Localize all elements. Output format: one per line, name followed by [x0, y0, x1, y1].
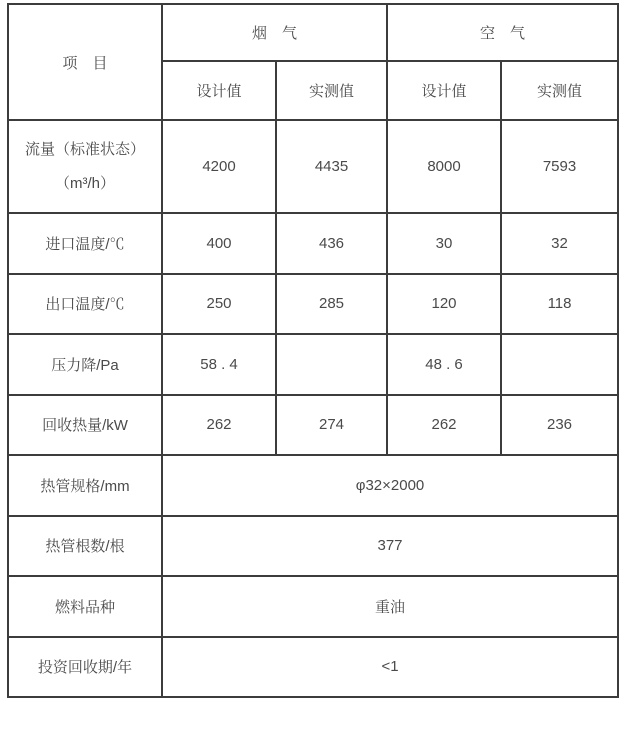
header-row-groups [8, 4, 618, 61]
header-item-cell: 项 目 [8, 4, 162, 120]
cell-value: 4435 [276, 120, 387, 213]
cell-value: 236 [501, 395, 618, 456]
cell-value: 436 [276, 213, 387, 274]
cell-value: 30 [387, 213, 501, 274]
cell-value: 262 [387, 395, 501, 456]
cell-value: 120 [387, 274, 501, 335]
cell-value: 58 . 4 [162, 334, 276, 395]
cell-value: 8000 [387, 120, 501, 213]
table-row-fuel-type [8, 576, 618, 637]
cell-value [276, 334, 387, 395]
cell-value: 285 [276, 274, 387, 335]
cell-value-merged: φ32×2000 [162, 455, 618, 516]
header-group-flue-gas: 烟 气 [162, 4, 387, 61]
cell-value-merged: 377 [162, 516, 618, 577]
table-row-pipe-spec [8, 455, 618, 516]
table-row-payback-period [8, 637, 618, 698]
header-measured-air: 实测值 [501, 61, 618, 120]
table-row-inlet-temp [8, 213, 618, 274]
row-label: 热管规格/mm [8, 455, 162, 516]
cell-value: 118 [501, 274, 618, 335]
table-row-pipe-count [8, 516, 618, 577]
cell-value [501, 334, 618, 395]
table-row-heat-recovered [8, 395, 618, 456]
cell-value: 4200 [162, 120, 276, 213]
row-label: 燃料品种 [8, 576, 162, 637]
table-row-outlet-temp [8, 274, 618, 335]
cell-value: 400 [162, 213, 276, 274]
header-measured-flue: 实测值 [276, 61, 387, 120]
row-label: 投资回收期/年 [8, 637, 162, 698]
header-design-flue: 设计值 [162, 61, 276, 120]
table-row-pressure-drop [8, 334, 618, 395]
row-label: 回收热量/kW [8, 395, 162, 456]
cell-value: 250 [162, 274, 276, 335]
row-label: 出口温度/℃ [8, 274, 162, 335]
row-label: 热管根数/根 [8, 516, 162, 577]
row-label-line2: （m³/h） [54, 174, 115, 192]
cell-value: 274 [276, 395, 387, 456]
cell-value: 7593 [501, 120, 618, 213]
cell-value-merged: 重油 [162, 576, 618, 637]
header-design-air: 设计值 [387, 61, 501, 120]
page [0, 3, 625, 729]
table-row-flow-rate [8, 120, 618, 213]
row-label: 压力降/Pa [8, 334, 162, 395]
row-label [8, 120, 162, 213]
cell-value: 48 . 6 [387, 334, 501, 395]
spec-table [7, 3, 619, 698]
row-label-line1: 流量（标准状态） [24, 140, 145, 158]
cell-value: 32 [501, 213, 618, 274]
header-group-air: 空 气 [387, 4, 618, 61]
row-label: 进口温度/℃ [8, 213, 162, 274]
cell-value-merged: <1 [162, 637, 618, 698]
cell-value: 262 [162, 395, 276, 456]
